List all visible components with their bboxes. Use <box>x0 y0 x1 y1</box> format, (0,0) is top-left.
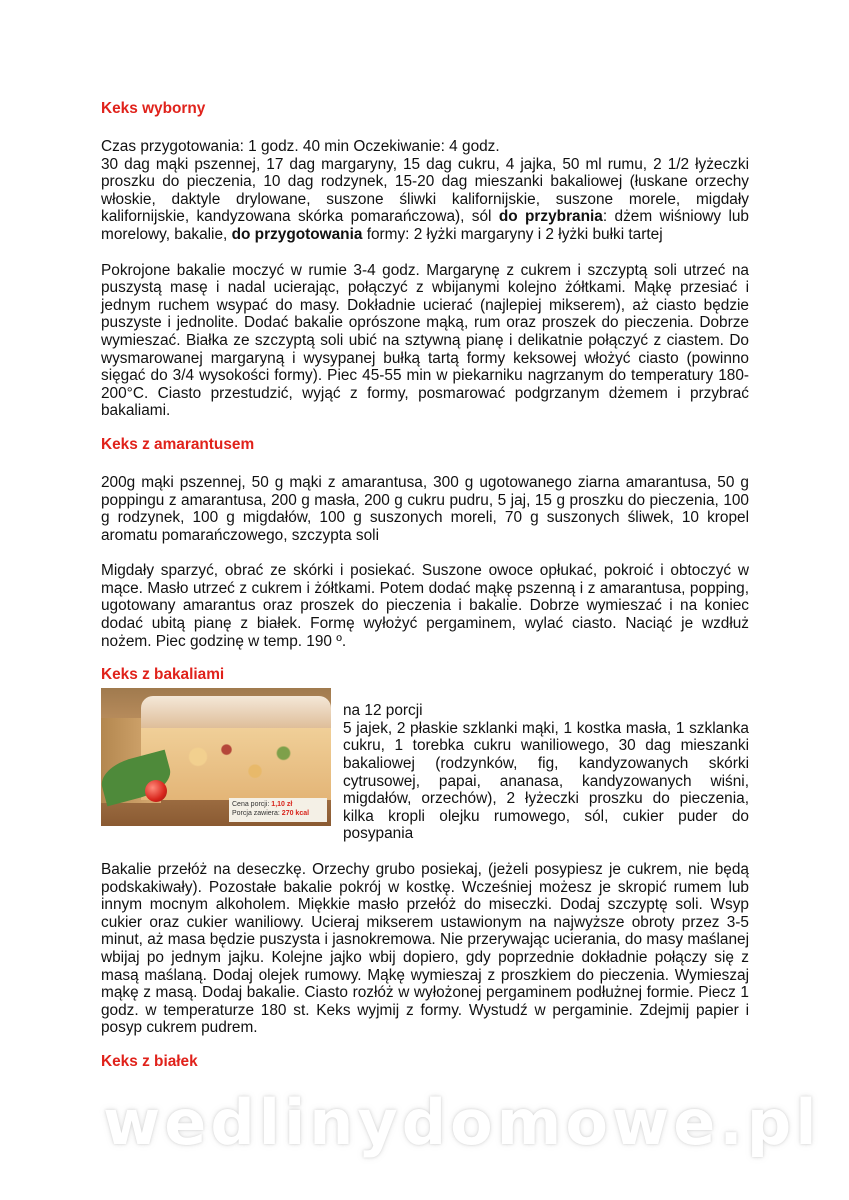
recipe-title: Keks z amarantusem <box>101 435 255 453</box>
cake-photo <box>101 688 331 826</box>
prep-time: Czas przygotowania: 1 godz. 40 min Oczekiwanie: 4 godz. <box>101 138 500 155</box>
method: Bakalie przełóż na deseczkę. Orzechy grubo posiekaj, (jeżeli posypiesz je cukrem, nie będą podskakiwały). Pozostałe bakalie pokrój w kostkę. Wcześniej możesz je skropić rumem lub innym mocnym alkoholem. Miękkie masło przełóż do miseczki. Dodaj szczyptę soli. Wsyp cukier oraz cukier waniliowy. Ucieraj mikserem ustawionym na najwyższe obroty przez 3-5 minut, aż masa będzie puszysta i jasnokremowa. Nie przerywając ucierania, do masy maślanej wbijaj po jednym jajku. Kolejne jajko wbij dopiero, gdy poprzednie dokładnie połączy się z masą maślaną. Dodaj olejek rumowy. Mąkę wymieszaj z proszkiem do pieczenia. Wymieszaj mąkę z masą. Dodaj bakalie. Ciasto rozłóż w wyłożonej pergaminem podłużnej formie. Piecz 1 godz. w temperaturze 180 st. Keks wyjmij z formy. Wystudź w pergaminie. Zdejmij papier i posyp cukrem pudrem. <box>101 861 749 1037</box>
recipe-keks-z-bialek <box>101 1053 749 1071</box>
recipe-keks-z-amarantusem <box>101 436 749 650</box>
ingredients: 200g mąki pszennej, 50 g mąki z amarantusa, 300 g ugotowanego ziarna amarantusa, 50 g poppingu z amarantusa, 200 g masła, 200 g cukru pudru, 5 jaj, 15 g proszku do pieczenia, 100 g rodzynek, 100 g migdałów, 100 g suszonych moreli, 70 g suszonych śliwek, 10 kropel aromatu pomarańczowego, szczypta soli <box>101 473 749 544</box>
recipe-title: Keks wyborny <box>101 100 206 117</box>
ingredients: 5 jajek, 2 płaskie szklanki mąki, 1 kostka masła, 1 szklanka cukru, 1 torebka cukru waniliowego, 30 dag mieszanki bakaliowej (rodzynków, fig, kandyzowanych skórki cytrusowej, papai, ananasa, kandyzowanych wiśni, migdałów, orzechów), 2 łyżeczki proszku do pieczenia, kilka kropli olejku rumowego, sól, cukier puder do posypania <box>343 719 749 843</box>
site-watermark: wedlinydomowe.pl <box>103 1086 821 1159</box>
method: Migdały sparzyć, obrać ze skórki i posiekać. Suszone owoce opłukać, pokroić i obtoczyć w mące. Masło utrzeć z cukrem i żółtkami. Potem dodać mąkę pszenną i z amarantusa, popping, ugotowany amarantus oraz proszek do pieczenia i bakalie. Dobrze wymieszać i na koniec dodać ubitą pianę z białek. Formę wyłożyć pergaminem, wylać ciasto. Naciąć je wzdłuż nożem. Piec godzinę w temp. 190 º. <box>101 562 749 650</box>
recipe-keks-z-bakaliami <box>101 666 749 1037</box>
recipe-title: Keks z białek <box>101 1052 198 1070</box>
photo-price-label: Cena porcji: 1,10 zł Porcja zawiera: 270 kcal <box>229 798 327 822</box>
portions: na 12 porcji <box>343 702 423 720</box>
ingredients: 30 dag mąki pszennej, 17 dag margaryny, 15 dag cukru, 4 jajka, 50 ml rumu, 2 1/2 łyżeczki proszku do pieczenia, 10 dag rodzynek, 15-20 dag mieszanki bakaliowej (łuskane orzechy włoskie, daktyle drylowane, suszone śliwki kalifornijskie, suszone morele, migdały kalifornijskie, kandyzowana skórka pomarańczowa), sól do przybrania: dżem wiśniowy lub morelowy, bakalie, do przygotowania formy: 2 łyżki margaryny i 2 łyżki bułki tartej <box>101 155 749 243</box>
method: Pokrojone bakalie moczyć w rumie 3-4 godz. Margarynę z cukrem i szczyptą soli utrzeć na puszystą masę i nadal ucierając, połączyć z wbijanymi kolejno żółtkami. Mąkę przesiać i jednym ruchem wsypać do masy. Dokładnie ucierać (najlepiej mikserem), aż ciasto będzie puszyste i jednolite. Dodać bakalie oprószone mąką, rum oraz proszek do pieczenia. Dobrze wymieszać. Białka ze szczyptą soli ubić na sztywną pianę i delikatnie połączyć z ciastem. Do wysmarowanej margaryną i wysypanej bułką tartą formy keksowej włożyć ciasto (powinno sięgać do 3/4 wysokości formy). Piec 45-55 min w piekarniku nagrzanym do temperatury 180-200°C. Ciasto przestudzić, wyjąć z formy, posmarować podgrzanym dżemem i przybrać bakaliami. <box>101 261 749 420</box>
document-page <box>101 100 749 1071</box>
recipe-keks-wyborny <box>101 100 749 420</box>
recipe-title: Keks z bakaliami <box>101 666 225 684</box>
